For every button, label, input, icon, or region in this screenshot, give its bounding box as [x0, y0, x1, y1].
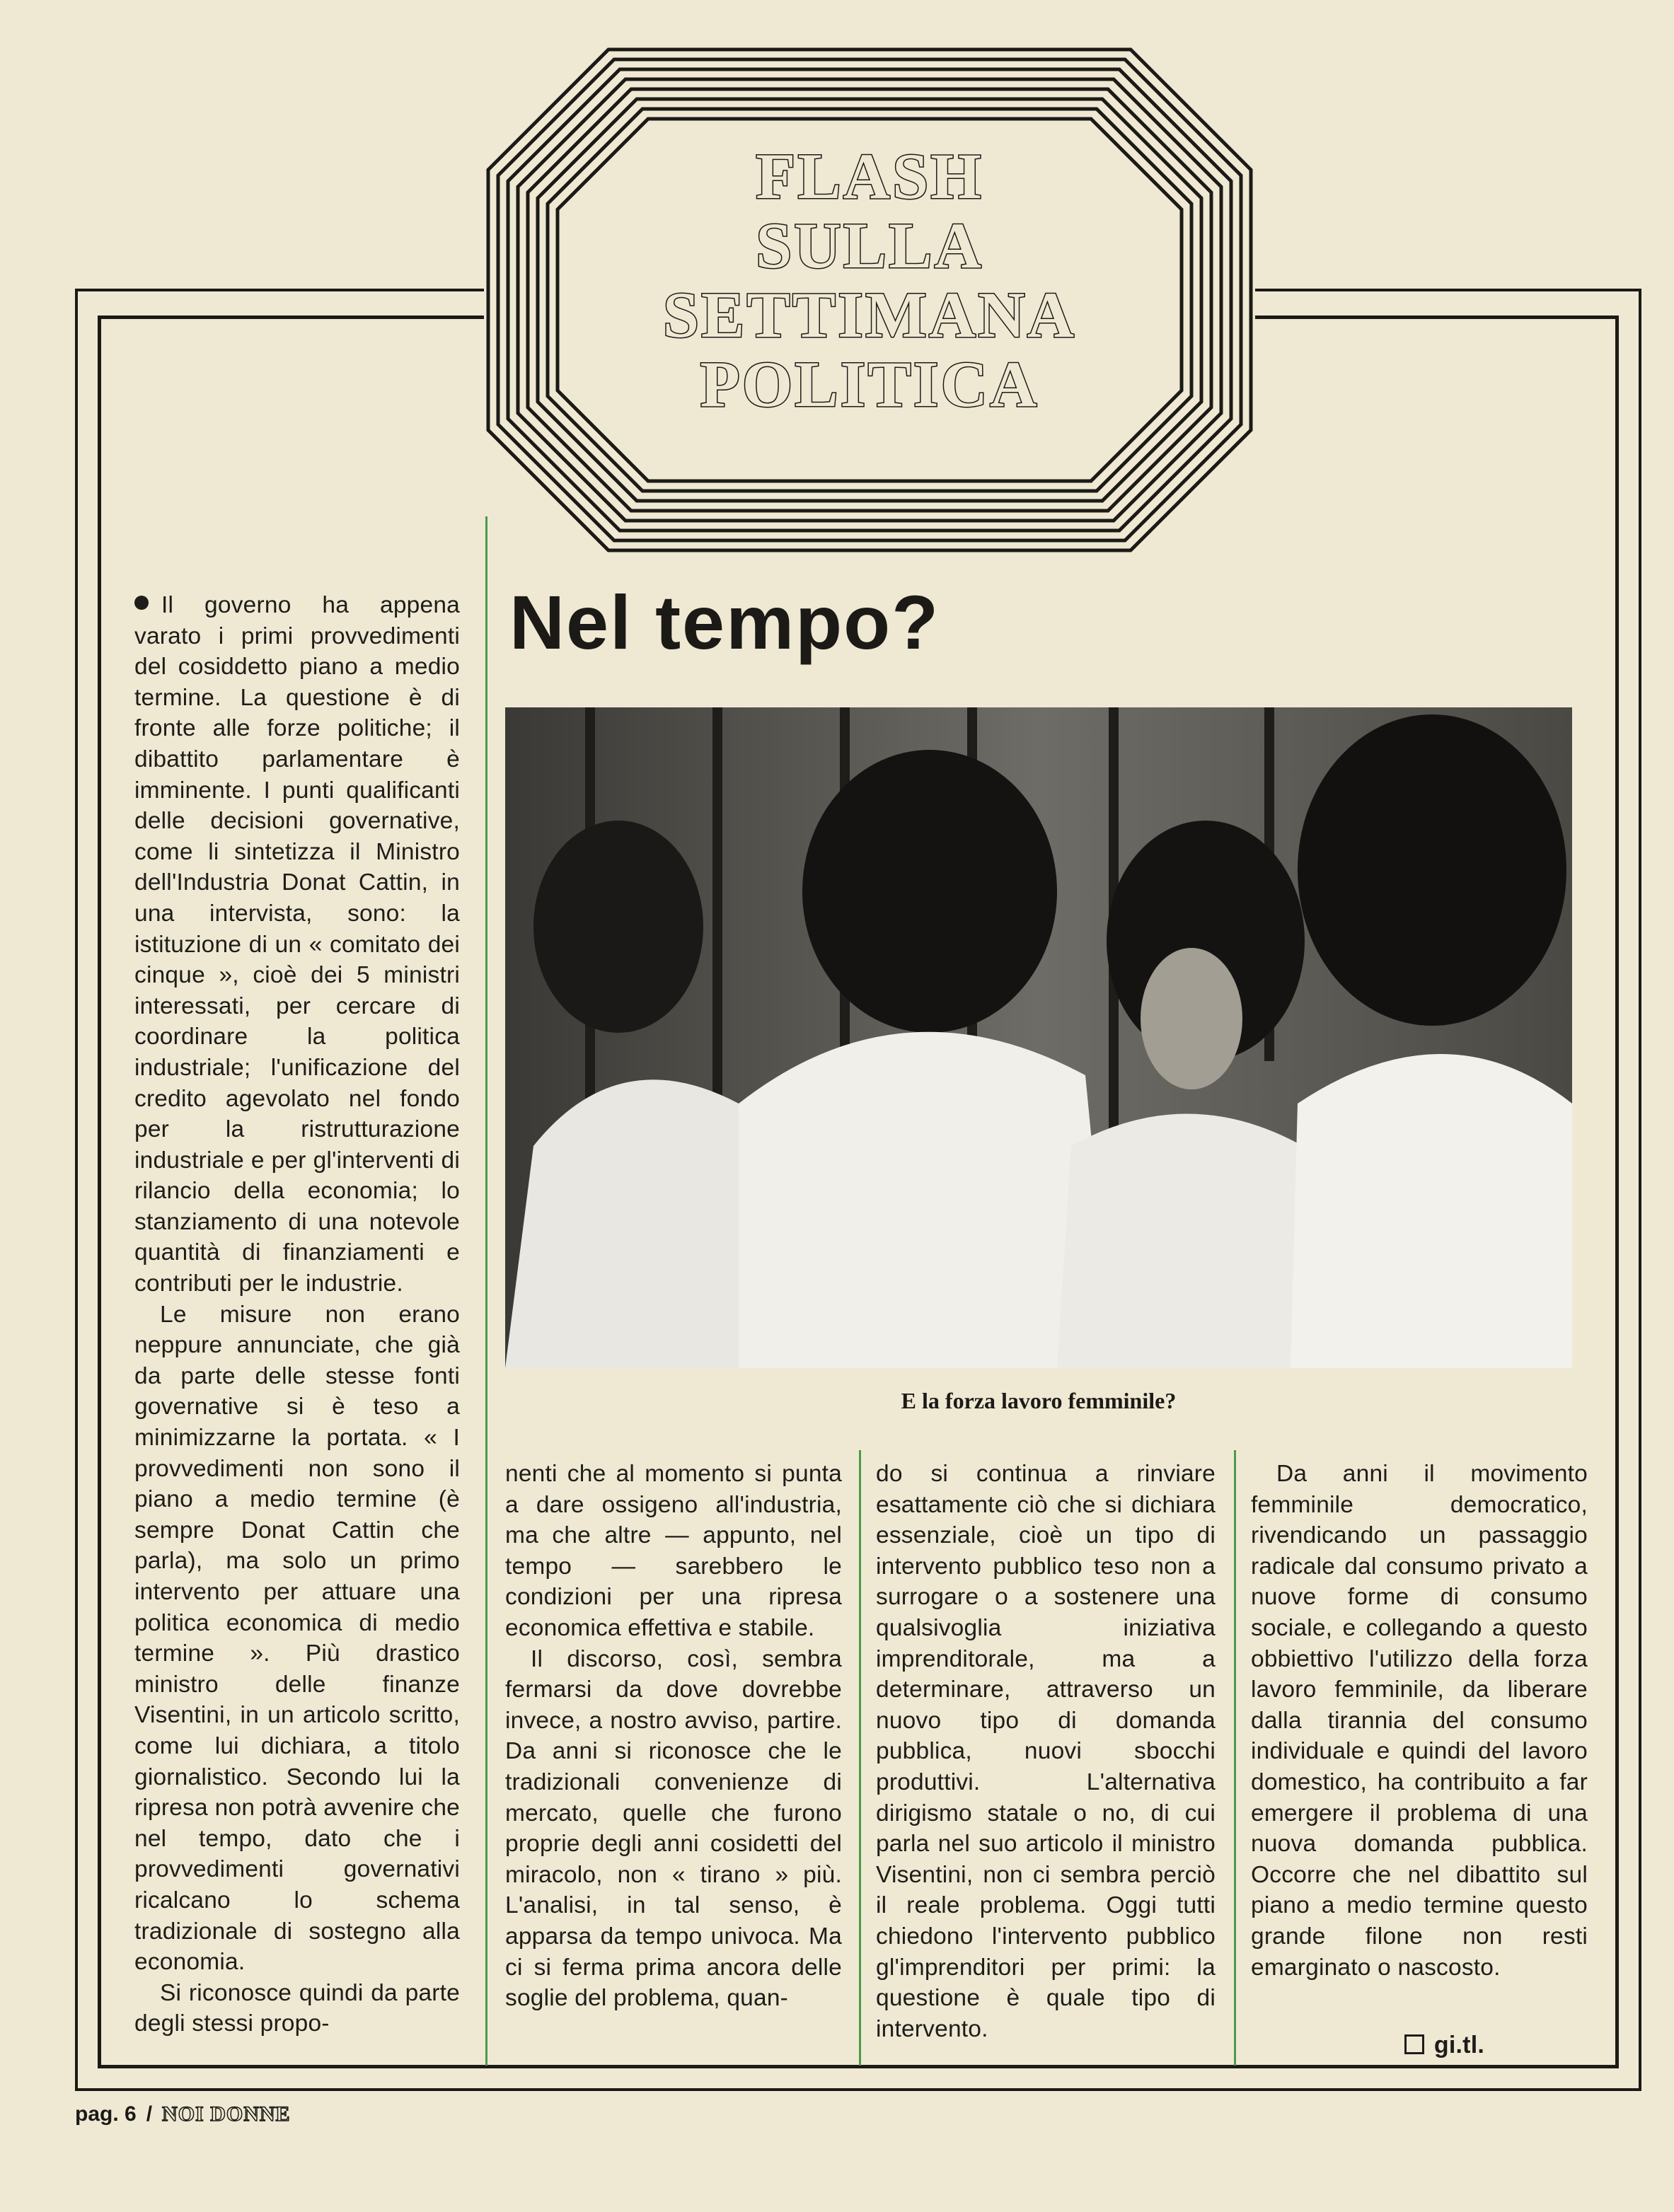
article-column-4: [1251, 1459, 1588, 2067]
col1-paragraph-3: Si riconosce quindi da parte degli stessi propo-: [134, 1979, 460, 2037]
col1-paragraph-2: Le misure non erano neppure annunciate, che già da parte delle stesse fonti governative si è teso a minimizzarne la portata. « I provvedimenti non sono il piano a medio termine (è sempre Donat Cattin che parla), ma solo un primo intervento per attuare una politica economica di medio termine ». Più drastico ministro delle finanze Visentini, in un articolo scritto, come lui dichiara, a titolo giornalistico. Secondo lui la ripresa non potrà avvenire che nel tempo, dato che i provvedimenti governativi ricalcano lo schema tradizionale di sostegno alla economia.: [134, 1301, 460, 1976]
col2-paragraph-1: nenti che al momento si punta a dare ossigeno all'industria, ma che altre — appunto, nel tempo — sarebbero le condizioni per una ripresa economica effettiva e stabile.: [505, 1461, 842, 1641]
col1-paragraph-1: Il governo ha appena varato i primi provvedimenti del cosiddetto piano a medio termine. La questione è di fronte alle forze politiche; il dibattito parlamentare è imminente. I punti qualificanti delle decisioni governative, come li sintetizza il Ministro dell'Industria Donat Cattin, in una intervista, sono: la istituzione di un « comitato dei cinque », cioè dei 5 ministri interessati, per cercare di coordinare la politica industriale; l'unificazione del credito agevolato nel fondo per la ristrutturazione industriale e per gl'interventi di rilancio della economia; lo stanziamento di una notevole quantità di finanziamenti e contributi per le industrie.: [134, 592, 460, 1297]
footer-separator: /: [146, 2102, 153, 2126]
column-rule-1: [485, 516, 487, 2066]
col2-paragraph-2: Il discorso, così, sembra fermarsi da dove dovrebbe invece, a nostro avviso, partire. Da anni si riconosce che le tradizionali convenienze di mercato, quelle che furono proprie degli anni cosidetti del miracolo, non « tirano » più. L'analisi, in tal senso, è apparsa da tempo univoca. Ma ci si ferma prima ancora delle soglie del problema, quan-: [505, 1645, 842, 2012]
title-line-3: SETTIMANA: [662, 279, 1077, 351]
workers-photo: [505, 707, 1572, 1368]
page-footer: [75, 2102, 291, 2126]
article-column-2: [505, 1459, 842, 2014]
column-rule-2: [859, 1450, 861, 2066]
article-column-3: [876, 1459, 1216, 2044]
title-line-2: SULLA: [756, 209, 983, 282]
bullet-icon: [134, 596, 149, 610]
title-line-1: FLASH: [756, 140, 983, 212]
col3-paragraph-1: do si continua a rinviare esattamente ciò che si dichiara essenziale, cioè un tipo di intervento pubblico teso non a surrogare o a sostenere una qualsivoglia iniziativa imprenditorale, ma a determinare, attraverso un nuovo tipo di domanda pubblica, nuovi sbocchi produttivi. L'alternativa dirigismo statale o no, di cui parla nel suo articolo il ministro Visentini, non ci sembra perciò il reale problema. Oggi tutti chiedono l'intervento pubblico gl'imprenditori per primi: la questione è quale tipo di intervento.: [876, 1461, 1216, 2042]
column-rule-3: [1234, 1450, 1236, 2066]
magazine-logo: NOI DONNE: [162, 2102, 291, 2126]
photo-caption: E la forza lavoro femminile?: [901, 1388, 1177, 1413]
square-icon: [1404, 2034, 1424, 2054]
page-number: pag. 6: [75, 2102, 137, 2126]
title-line-4: POLITICA: [700, 348, 1039, 420]
article-headline: Nel tempo?: [509, 579, 940, 665]
section-title: [484, 141, 1255, 419]
author-signature: gi.tl.: [1404, 2030, 1484, 2061]
col4-paragraph-1: Da anni il movimento femminile democratico, rivendicando un passaggio radicale dal consumo privato a nuove forme di consumo sociale, e collegando a questo obbiettivo l'utilizzo della forza lavoro femminile, da liberare dalla tirannia del consumo individuale e quindi del lavoro domestico, ha contribuito a far emergere il problema di una nuova domanda pubblica. Occorre che nel dibattito sul piano a medio termine questo grande filone non resti emarginato o nascosto.: [1251, 1461, 1588, 1981]
article-column-1: [134, 590, 460, 2039]
